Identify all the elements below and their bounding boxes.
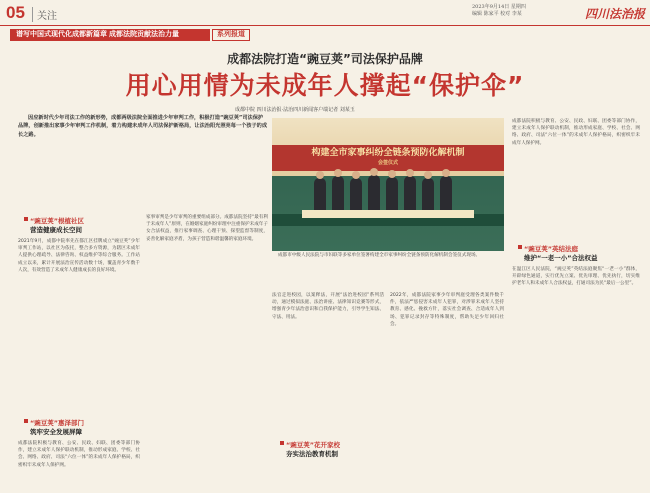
section-heading-sub: 营造健康成长空间	[30, 226, 82, 234]
section-heading-sub: 维护“一老一小”合法权益	[524, 254, 598, 262]
section-heading	[30, 418, 140, 436]
section-heading-sub: 筑牢安全发展屏障	[30, 428, 82, 436]
column-text: 法官走进校园，以案释法，开展“法治进校园”系列活动，通过模拟法庭、法治讲座、法律知识竞赛等形式，增强青少年法治意识和自我保护能力，引导学生知法、守法、用法。	[272, 293, 384, 320]
newspaper-brand: 四川法治报	[585, 7, 646, 21]
article-byline: 成都中院 四川法治报·法治四川新闻客户端记者 刘某玉	[235, 107, 355, 113]
header-meta	[472, 4, 582, 18]
column-text: 家事审判是少年审判的重要组成部分。成都法院坚持“最有利于未成年人”原则，在婚姻家庭纠纷审理中注重保护未成年子女合法权益，推行家事调查、心理干预、探望监督等制度，妥善化解家庭矛盾，为孩子营造和谐温馨的家庭环境。	[146, 215, 268, 242]
article-lead: 因应新时代少年司法工作的新形势，成都两级法院全面推进少年审判工作，积极打造“豌豆荚”司法保护品牌，创新推出家事少年审判工作机制，着力构建未成年人司法保护新格局，让法治阳光照亮每一个孩子的成长之路。	[18, 115, 268, 138]
column-text: 成都法院积极与教育、公安、民政、妇联、团委等部门协作，建立未成年人保护联动机制，推动形成家庭、学校、社会、网络、政府、司法“六位一体”的未成年人保护格局，织密织牢未成年人保护网。	[18, 441, 140, 468]
header-meta-date: 2023年9月14日 星期四	[472, 4, 526, 10]
column-text: 成都法院积极与教育、公安、民政、妇联、团委等部门协作，建立未成年人保护联动机制，推动形成家庭、学校、社会、网络、政府、司法“六位一体”的未成年人保护格局，织密织牢未成年人保护网。	[512, 119, 640, 146]
section-heading-label: “豌豆荚”英结法庭	[524, 245, 579, 253]
section-heading	[286, 440, 396, 458]
column-text: 2021年9月，成都中院率先在都江区挂牌成立“豌豆荚”少年审判工作站，以社区为依托，整合多方资源，为辖区未成年人提供心理疏导、法律咨询、权益维护等综合服务。工作站成立以来，累计开展法治宣传活动数十场，覆盖青少年数千人次，有效营造了未成年人健康成长的良好环境。	[18, 239, 140, 273]
section-heading-label: “豌豆荚”惠泽部门	[30, 419, 85, 427]
series-banner: 谱写中国式现代化成都新篇章 成都法院贡献法治力量	[10, 29, 210, 41]
photo-signing-table	[272, 214, 504, 226]
column-text: 在温江区人民法院，“豌豆荚”英结法庭聚焦“一老一小”群体，开辟绿色通道，实行优先立案、优先审理、优先执行，切实维护老年人和未成年人合法权益，打通司法为民“最后一公里”。	[512, 267, 640, 287]
series-tag: 系列报道	[212, 29, 250, 41]
photo-banner-text: 构建全市家事纠纷全链条预防化解机制	[311, 148, 465, 158]
section-heading-label: “豌豆荚”根植社区	[30, 217, 85, 225]
news-photo	[272, 118, 504, 251]
article-subtitle: 成都法院打造“豌豆荚”司法保护品牌	[227, 52, 423, 66]
page-number: 05	[6, 3, 25, 22]
section-heading-label: “豌豆荚”花开家校	[286, 441, 341, 449]
column-text: 2022年，成都法院家事少年审判庭受理各类案件数千件，依法严惩侵害未成年人犯罪，对涉罪未成年人坚持教育、感化、挽救方针，落实社会调查、合适成年人到场、犯罪记录封存等特殊制度，帮助失足少年回归社会。	[390, 293, 504, 327]
page-section-name: 关注	[32, 7, 57, 22]
photo-caption: 成都市中级人民法院与市妇联等多家单位签署构建全市家事纠纷全链条预防化解机制会签仪式现场。	[278, 253, 481, 258]
section-heading-sub: 夯实法治教育机制	[286, 450, 338, 458]
section-heading	[30, 216, 140, 234]
photo-banner-subtext: 会签仪式	[377, 160, 398, 166]
person-figure	[368, 175, 380, 215]
page-header	[0, 0, 650, 26]
header-meta-editor: 编辑 陈家平 校对 李某	[472, 11, 522, 17]
article-title: 用心用情为未成年人撑起“保护伞”	[125, 71, 525, 100]
section-heading	[524, 244, 640, 262]
photo-banner	[272, 145, 504, 171]
